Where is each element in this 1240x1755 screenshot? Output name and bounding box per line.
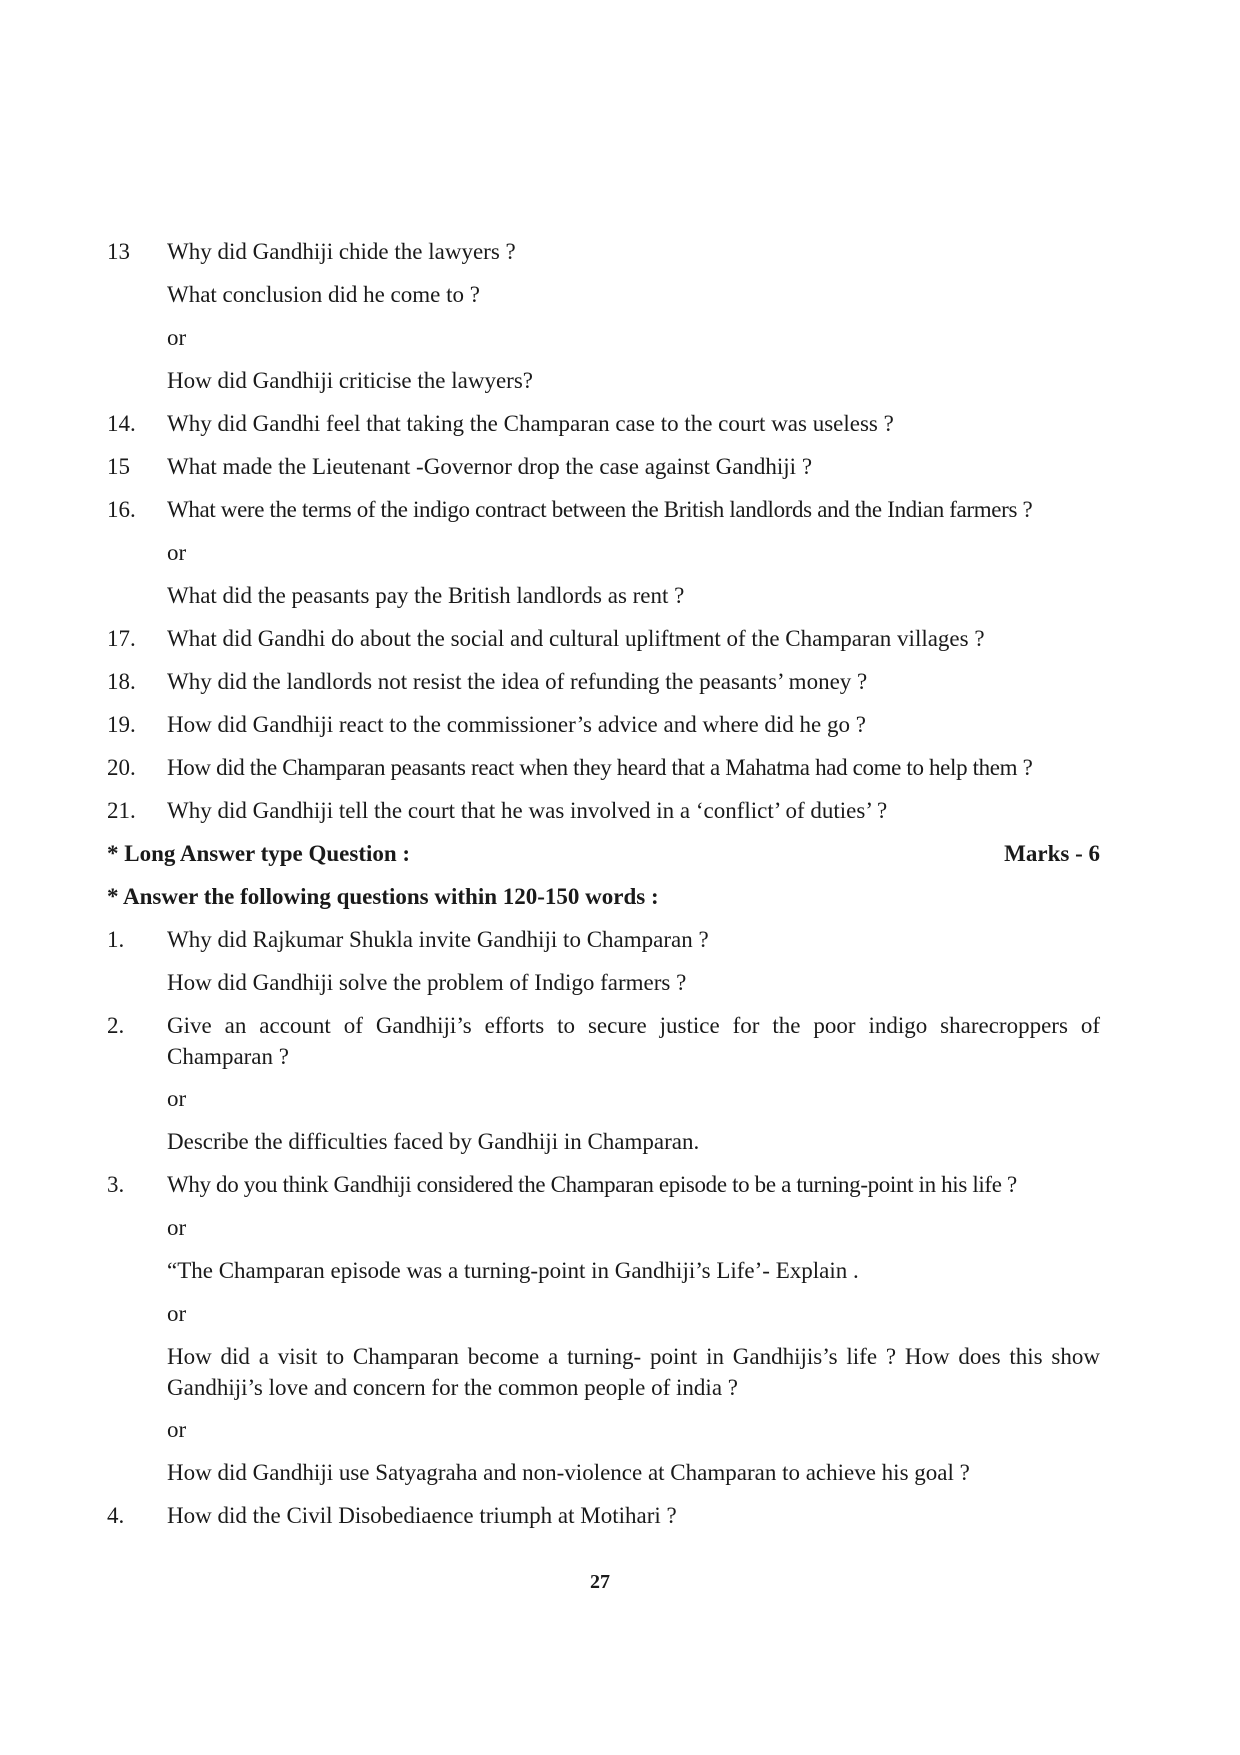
question-text: How did Gandhiji criticise the lawyers? [167,368,533,393]
question-text: How did Gandhiji use Satyagraha and non-violence at Champaran to achieve his goal ? [167,1460,970,1485]
question-number: 2. [107,1013,125,1038]
or-separator: or [167,540,187,565]
question-number: 15 [107,454,130,479]
question-text: Why did Rajkumar Shukla invite Gandhiji to Champaran ? [167,927,709,952]
question-text: How did the Civil Disobediaence triumph at Motihari ? [167,1503,677,1528]
question-number: 1. [107,927,125,952]
question-text: What made the Lieutenant -Governor drop the case against Gandhiji ? [167,454,813,479]
or-separator: or [167,1301,187,1326]
question-number: 14. [107,411,136,436]
question-number: 16. [107,497,136,522]
question-number: 21. [107,798,136,823]
question-text: What did Gandhi do about the social and cultural upliftment of the Champaran villages ? [167,626,985,651]
question-text: Why did Gandhiji chide the lawyers ? [167,239,516,264]
question-text: Why did Gandhi feel that taking the Champaran case to the court was useless ? [167,411,894,436]
page-number: 27 [590,1571,610,1593]
section-instruction: * Answer the following questions within 120-150 words : [107,884,659,909]
question-text: Describe the difficulties faced by Gandhiji in Champaran. [167,1129,700,1154]
question-text: “The Champaran episode was a turning-point in Gandhiji’s Life’- Explain . [167,1258,859,1283]
question-number: 3. [107,1172,125,1197]
or-separator: or [167,325,187,350]
marks-label: Marks - 6 [1004,841,1100,866]
question-text: How did a visit to Champaran become a turning- point in Gandhijis’s life ? How does this show Gandhiji’s love and concern for the common people of india ? [167,1344,1100,1400]
question-number: 13 [107,239,130,264]
question-number: 20. [107,755,136,780]
question-text: Why did the landlords not resist the idea of refunding the peasants’ money ? [167,669,868,694]
question-text: How did Gandhiji react to the commissioner’s advice and where did he go ? [167,712,866,737]
question-number: 18. [107,669,136,694]
or-separator: or [167,1215,187,1240]
or-separator: or [167,1417,187,1442]
or-separator: or [167,1086,187,1111]
question-number: 4. [107,1503,125,1528]
question-number: 19. [107,712,136,737]
section-heading: * Long Answer type Question : [107,841,411,866]
question-number: 17. [107,626,136,651]
question-text: Give an account of Gandhiji’s efforts to secure justice for the poor indigo sharecroppers of Champaran ? [167,1013,1100,1069]
question-text: How did Gandhiji solve the problem of Indigo farmers ? [167,970,687,995]
question-text: What did the peasants pay the British landlords as rent ? [167,583,685,608]
question-text: What conclusion did he come to ? [167,282,480,307]
question-text: Why did Gandhiji tell the court that he was involved in a ‘conflict’ of duties’ ? [167,798,888,823]
question-text: What were the terms of the indigo contract between the British landlords and the Indian farmers ? [167,497,1033,522]
question-text: How did the Champaran peasants react when they heard that a Mahatma had come to help them ? [167,755,1033,780]
question-text: Why do you think Gandhiji considered the Champaran episode to be a turning-point in his life ? [167,1172,1017,1197]
